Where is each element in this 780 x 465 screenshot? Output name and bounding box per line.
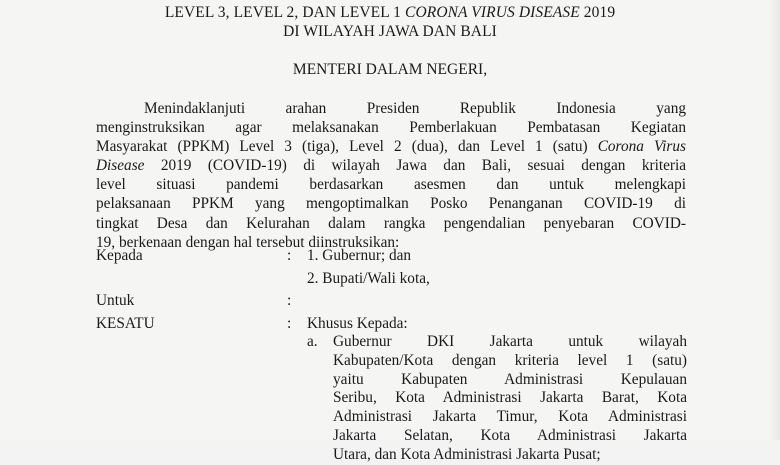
kepada-item-2: 2. Bupati/Wali kota,	[307, 270, 430, 287]
kesatu-heading: Khusus Kepada:	[307, 315, 408, 332]
item-a-marker: a.	[307, 333, 318, 350]
intro-line: tingkat Desa dan Kelurahan dalam rangka pengendalian penyebaran COVID-	[96, 214, 686, 232]
title-italic: CORONA VIRUS DISEASE	[405, 4, 580, 21]
intro-line: level situasi pandemi berdasarkan asesmen dan untuk melengkapi	[96, 176, 686, 194]
kepada-item-1: 1. Gubernur; dan	[307, 247, 412, 264]
kesatu-item-a	[307, 333, 687, 465]
untuk-label: Untuk	[96, 292, 135, 309]
intro-line: 19, berkenaan dengan hal tersebut diinstruksikan:	[96, 233, 400, 251]
item-a-body	[307, 333, 687, 465]
untuk-colon: :	[287, 292, 292, 309]
item-a-line: Kabupaten/Kota dengan kriteria level 1 (satu)	[333, 351, 687, 369]
page-edge-shadow	[768, 0, 780, 440]
intro-line: Menindaklanjuti arahan Presiden Republik Indonesia yang	[144, 100, 686, 117]
kesatu-colon: :	[287, 315, 292, 332]
kepada-label: Kepada	[96, 247, 143, 264]
item-a-line: Utara, dan Kota Administrasi Jakarta Pusat;	[333, 445, 601, 463]
title-prefix: LEVEL 3, LEVEL 2, DAN LEVEL 1	[164, 4, 406, 21]
title-suffix: 2019	[579, 4, 616, 21]
item-a-line: Gubernur DKI Jakarta untuk wilayah	[333, 333, 687, 350]
intro-line: pelaksanaan PPKM yang mengoptimalkan Posko Penanganan COVID-19 di	[96, 195, 686, 213]
item-a-line: yaitu Kabupaten Administrasi Kepulauan	[333, 370, 687, 388]
minister-heading: MENTERI DALAM NEGERI,	[292, 61, 488, 78]
kepada-colon: :	[287, 247, 292, 264]
intro-line: Disease 2019 (COVID-19) di wilayah Jawa dan Bali, sesuai dengan kriteria	[96, 157, 686, 175]
intro-line: menginstruksikan agar melaksanakan Pemberlakuan Pembatasan Kegiatan	[96, 119, 686, 137]
item-a-line: Administrasi Jakarta Timur, Kota Administrasi	[333, 408, 687, 426]
kesatu-label: KESATU	[96, 315, 155, 332]
item-a-line: Jakarta Selatan, Kota Administrasi Jakarta	[333, 426, 687, 444]
document-title-line-2: DI WILAYAH JAWA DAN BALI	[283, 23, 497, 40]
intro-paragraph	[96, 99, 686, 252]
item-a-line: Seribu, Kota Administrasi Jakarta Barat, Kota	[333, 389, 687, 407]
document-title-line-1	[0, 4, 780, 22]
intro-line: Masyarakat (PPKM) Level 3 (tiga), Level 2 (dua), dan Level 1 (satu) Corona Virus	[96, 138, 686, 156]
